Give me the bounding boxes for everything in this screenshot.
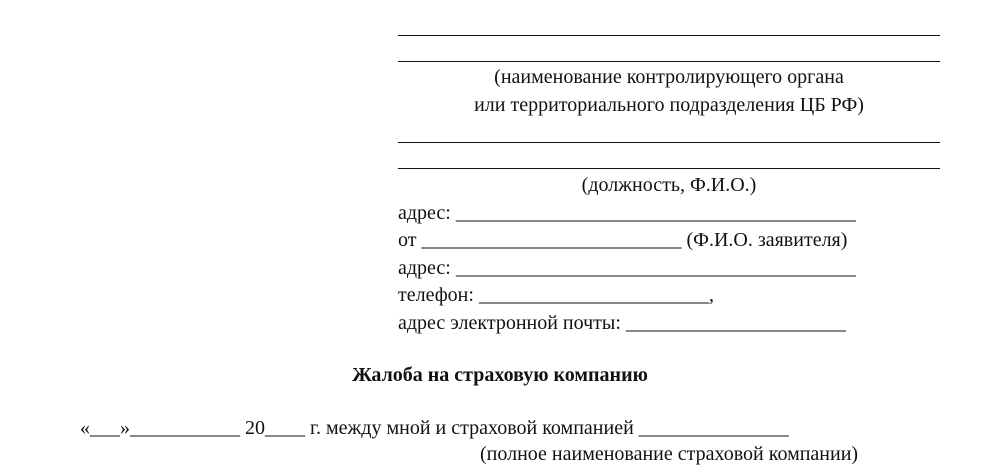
applicant-from: от __________________________ (Ф.И.О. заявителя) — [398, 229, 848, 251]
applicant-email: адрес электронной почты: ______________________ — [398, 312, 846, 334]
authority-blank-line-1 — [398, 35, 940, 36]
body-line-1: «___»___________ 20____ г. между мной и страховой компанией _______________ — [80, 417, 789, 439]
official-blank-line-2 — [398, 168, 940, 169]
document-title: Жалоба на страховую компанию — [352, 364, 648, 386]
applicant-address-1: адрес: ________________________________________ — [398, 202, 856, 224]
authority-blank-line-2 — [398, 61, 940, 62]
applicant-phone: телефон: _______________________, — [398, 284, 714, 306]
official-caption: (должность, Ф.И.О.) — [581, 174, 757, 196]
applicant-address-2: адрес: ________________________________________ — [398, 257, 856, 279]
authority-caption-line-1: (наименование контролирующего органа — [494, 66, 844, 88]
official-blank-line-1 — [398, 142, 940, 143]
authority-caption-line-2: или территориального подразделения ЦБ РФ) — [474, 94, 864, 116]
body-caption-1: (полное наименование страховой компании) — [480, 443, 859, 465]
